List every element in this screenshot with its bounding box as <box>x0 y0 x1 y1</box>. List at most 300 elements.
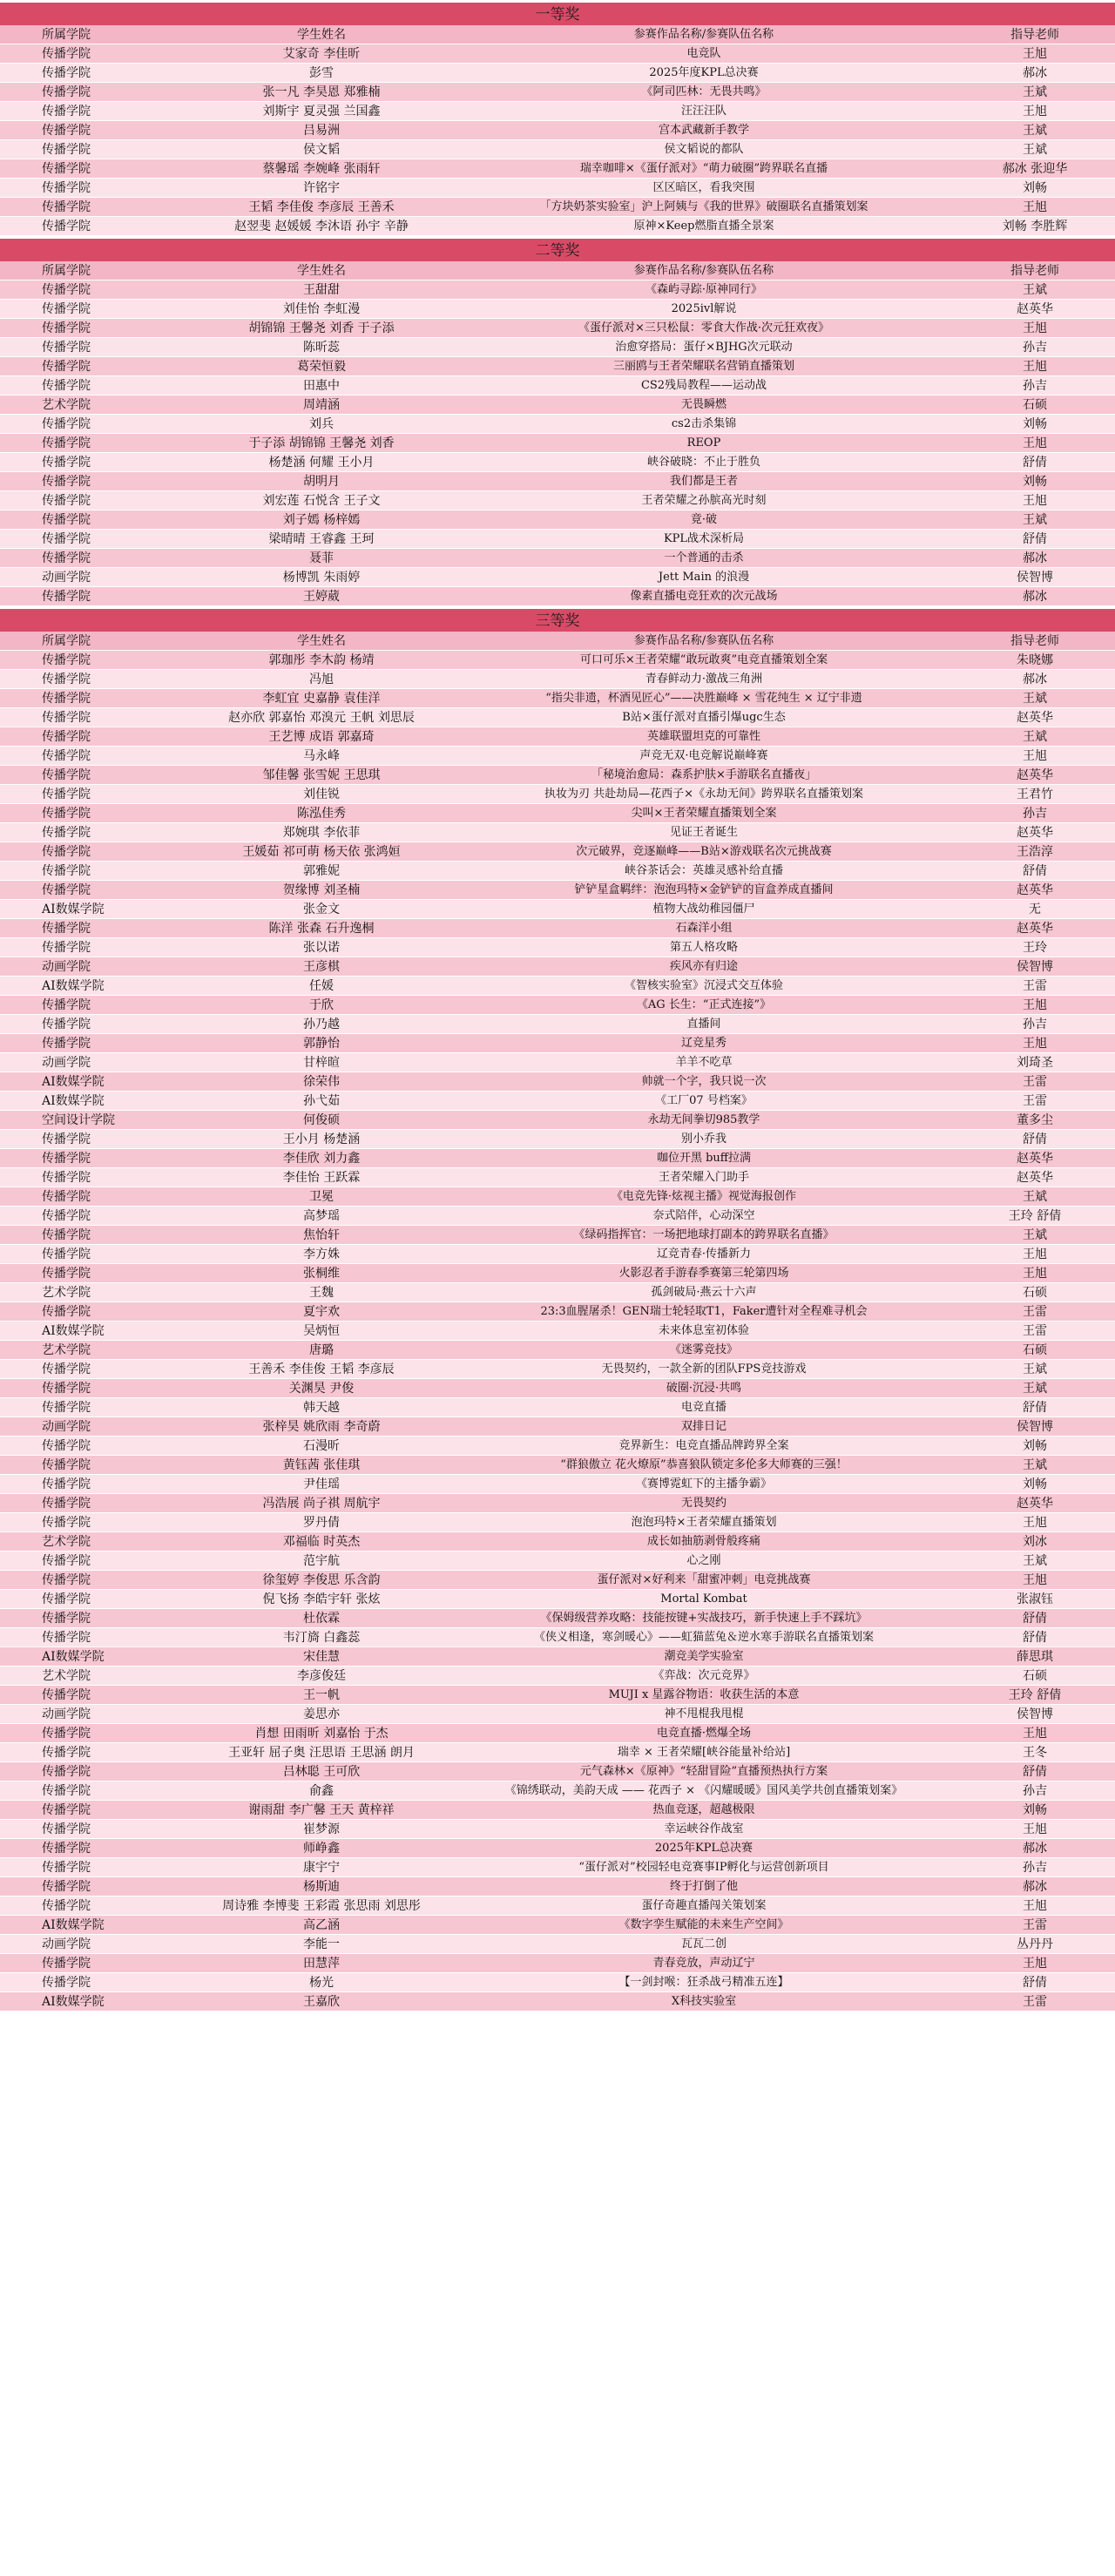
student-names-cell: 赵翌斐 赵媛媛 李沐语 孙宇 辛静 <box>234 220 409 233</box>
work-title-cell: 峡谷破晓：不止于胜负 <box>646 456 760 469</box>
table-row <box>0 179 1115 198</box>
college-cell: 传播学院 <box>42 379 91 393</box>
college-cell: AI数媒学院 <box>42 1094 105 1108</box>
student-names-cell: 胡明月 <box>303 475 340 489</box>
student-names-cell: 刘宏莲 石悦含 王子文 <box>262 494 381 508</box>
advisor-cell: 王斌 <box>1023 1362 1047 1376</box>
table-row <box>0 1264 1115 1283</box>
advisor-cell: 王斌 <box>1023 1458 1047 1472</box>
student-names-cell: 郭珈彤 李木韵 杨靖 <box>268 653 375 667</box>
college-cell: 传播学院 <box>42 1612 91 1626</box>
advisor-cell: 丛丹丹 <box>1017 1937 1053 1951</box>
work-title-cell: 铲铲星盒羁绊：泡泡玛特×金铲铲的盲盒养成直播间 <box>574 883 834 896</box>
table-row <box>0 1954 1115 1973</box>
table-row <box>0 1168 1115 1187</box>
advisor-cell: 王旭 <box>1023 1516 1047 1530</box>
college-cell: 传播学院 <box>42 768 91 782</box>
college-cell: 传播学院 <box>42 1861 91 1875</box>
table-row <box>0 1513 1115 1532</box>
work-title-cell: 石森洋小组 <box>675 922 733 935</box>
table-row <box>0 1283 1115 1302</box>
college-cell: 传播学院 <box>42 1152 91 1166</box>
advisor-cell: 舒倩 <box>1023 1401 1047 1415</box>
advisor-cell: 王雷 <box>1023 1918 1047 1932</box>
college-cell: 传播学院 <box>42 456 91 470</box>
student-names-cell: 聂菲 <box>309 551 334 565</box>
college-cell: AI数媒学院 <box>42 903 105 916</box>
table-row <box>0 1858 1115 1877</box>
advisor-cell: 侯智博 <box>1017 960 1053 974</box>
student-names-cell: 姜思亦 <box>303 1707 340 1721</box>
student-names-cell: 杨光 <box>309 1976 334 1990</box>
advisor-cell: 侯智博 <box>1017 571 1053 585</box>
work-title-cell: 孤剑破局·燕云十六声 <box>651 1286 757 1299</box>
work-title-cell: 神不甩棍我甩棍 <box>664 1707 744 1721</box>
table-row <box>0 1187 1115 1207</box>
student-names-cell: 刘佳锐 <box>303 788 340 801</box>
college-cell: AI数媒学院 <box>42 1075 105 1089</box>
table-row <box>0 140 1115 159</box>
college-cell: 艺术学院 <box>42 1343 91 1357</box>
table-row <box>0 1667 1115 1686</box>
student-names-cell: 郭静怡 <box>303 1037 340 1051</box>
student-names-cell: 范宇航 <box>303 1554 340 1568</box>
table-row <box>0 159 1115 179</box>
work-title-cell: 无畏契约，一款全新的团队FPS竞技游戏 <box>601 1362 807 1376</box>
table-row <box>0 1034 1115 1053</box>
work-title-cell: 火影忍者手游春季赛第三轮第四场 <box>618 1267 789 1280</box>
table-row <box>0 1226 1115 1245</box>
student-names-cell: 杜依霖 <box>303 1612 340 1626</box>
table-row <box>0 938 1115 957</box>
table-row <box>0 1130 1115 1149</box>
advisor-cell: 王斌 <box>1023 692 1047 706</box>
student-names-cell: 石漫昕 <box>303 1439 340 1453</box>
work-title-cell: 2025年度KPL总决赛 <box>649 66 759 79</box>
student-names-cell: 李彦俊廷 <box>297 1669 346 1683</box>
college-cell: 传播学院 <box>42 105 91 118</box>
student-names-cell: 李佳欣 刘力鑫 <box>282 1152 361 1166</box>
work-title-cell: “群狼傲立 花火燎原”恭喜狼队锁定多伦多大师赛的三强！ <box>560 1458 848 1471</box>
student-names-cell: 康宇宁 <box>303 1861 340 1875</box>
advisor-cell: 朱晓娜 <box>1017 653 1053 667</box>
student-names-cell: 王小月 杨楚涵 <box>282 1132 361 1146</box>
work-title-cell: 《工厂07 号档案》 <box>655 1094 753 1107</box>
student-names-cell: 尹佳瑶 <box>303 1477 340 1491</box>
table-row <box>0 1839 1115 1858</box>
table-row <box>0 727 1115 747</box>
student-names-cell: 高梦瑶 <box>303 1209 340 1223</box>
advisor-cell: 王斌 <box>1023 1190 1047 1204</box>
student-names-cell: 李方姝 <box>303 1247 340 1261</box>
work-title-cell: 第五人格攻略 <box>669 941 738 954</box>
table-row <box>0 1015 1115 1034</box>
student-names-cell: 王嘉欣 <box>303 1995 340 2009</box>
college-cell: 传播学院 <box>42 1497 91 1511</box>
table-row <box>0 510 1115 530</box>
advisor-cell: 指导老师 <box>1010 28 1059 42</box>
table-row <box>0 1647 1115 1667</box>
work-title-cell: 《弈战：次元竞界》 <box>652 1669 755 1682</box>
table-row <box>0 1111 1115 1130</box>
college-cell: 传播学院 <box>42 436 91 450</box>
student-names-cell: 葛荣恒毅 <box>297 360 346 374</box>
work-title-cell: 像素直播电竞狂欢的次元战场 <box>630 590 778 603</box>
advisor-cell: 郝冰 <box>1023 66 1047 80</box>
college-cell: 传播学院 <box>42 922 91 936</box>
college-cell: 传播学院 <box>42 1305 91 1319</box>
advisor-cell: 王旭 <box>1023 200 1047 214</box>
college-cell: 传播学院 <box>42 1362 91 1376</box>
work-title-cell: 未来体息室初体验 <box>658 1324 749 1337</box>
student-names-cell: 于欣 <box>309 998 334 1012</box>
student-names-cell: 宋佳慧 <box>303 1650 340 1664</box>
student-names-cell: 刘子嫣 杨梓嫣 <box>282 513 361 527</box>
table-row <box>0 900 1115 919</box>
college-cell: 传播学院 <box>42 1439 91 1453</box>
work-title-cell: 一个普通的击杀 <box>664 551 744 565</box>
table-row <box>0 83 1115 102</box>
student-names-cell: 甘梓暄 <box>303 1056 340 1070</box>
college-cell: 传播学院 <box>42 1784 91 1798</box>
table-header-row <box>0 261 1115 281</box>
college-cell: 艺术学院 <box>42 1286 91 1300</box>
student-names-cell: 王亚轩 屈子奥 汪思语 王思涵 朗月 <box>228 1746 415 1760</box>
student-names-cell: 李能一 <box>303 1937 340 1951</box>
advisor-cell: 王旭 <box>1023 749 1047 763</box>
student-names-cell: 田惠中 <box>303 379 340 393</box>
work-title-cell: 王者荣耀之孙膑高光时刻 <box>641 494 767 507</box>
college-cell: 传播学院 <box>42 941 91 955</box>
student-names-cell: 谢雨甜 李广馨 王天 黄梓祥 <box>248 1803 395 1817</box>
advisor-cell: 王旭 <box>1023 105 1047 118</box>
work-title-cell: 《锦绣联动，美韵天成 —— 花西子 × 《闪耀暖暖》国风美学共创直播策划案》 <box>504 1784 903 1797</box>
college-cell: AI数媒学院 <box>42 1995 105 2009</box>
table-row <box>0 1801 1115 1820</box>
college-cell: 传播学院 <box>42 513 91 527</box>
table-row <box>0 842 1115 862</box>
student-names-cell: 肖想 田雨昕 刘嘉怡 于杰 <box>254 1727 389 1741</box>
advisor-cell: 王旭 <box>1023 47 1047 61</box>
advisor-cell: 刘畅 <box>1023 181 1047 195</box>
work-title-cell: 可口可乐×王者荣耀“敢玩敢爽”电竞直播策划全案 <box>579 653 828 666</box>
college-cell: 传播学院 <box>42 1382 91 1396</box>
table-row <box>0 1782 1115 1801</box>
student-names-cell: 杨斯迪 <box>303 1880 340 1894</box>
advisor-cell: 王旭 <box>1023 1957 1047 1971</box>
work-title-cell: 心之刚 <box>686 1554 721 1567</box>
table-row <box>0 1072 1115 1092</box>
advisor-cell: 王斌 <box>1023 143 1047 157</box>
student-names-cell: 胡锦锦 王馨尧 刘香 于子添 <box>248 321 395 335</box>
advisor-cell: 刘畅 <box>1023 1439 1047 1453</box>
college-cell: 传播学院 <box>42 807 91 821</box>
student-names-cell: 王婷葳 <box>303 590 340 604</box>
work-title-cell: 三丽鸥与王者荣耀联名营销直播策划 <box>612 360 794 373</box>
work-title-cell: 《森屿寻踪·原神同行》 <box>645 283 763 296</box>
advisor-cell: 王旭 <box>1023 998 1047 1012</box>
table-row <box>0 530 1115 549</box>
advisor-cell: 王旭 <box>1023 321 1047 335</box>
college-cell: 传播学院 <box>42 711 91 725</box>
table-row <box>0 1686 1115 1705</box>
advisor-cell: 王旭 <box>1023 494 1047 508</box>
award-section-title: 二等奖 <box>0 236 1115 261</box>
college-cell: 传播学院 <box>42 1267 91 1281</box>
work-title-cell: 热血竞逐，超越极限 <box>652 1803 755 1816</box>
college-cell: 传播学院 <box>42 532 91 546</box>
college-cell: 传播学院 <box>42 1573 91 1587</box>
table-row <box>0 957 1115 977</box>
student-names-cell: 夏宇欢 <box>303 1305 340 1319</box>
college-cell: 所属学院 <box>42 264 91 278</box>
student-names-cell: 王彦棋 <box>303 960 340 974</box>
advisor-cell: 王斌 <box>1023 283 1047 297</box>
advisor-cell: 王玲 舒倩 <box>1008 1688 1062 1702</box>
college-cell: 传播学院 <box>42 1976 91 1990</box>
advisor-cell: 赵英华 <box>1017 883 1053 897</box>
student-names-cell: 高乙涵 <box>303 1918 340 1932</box>
work-title-cell: 咖位开黑 buff拉满 <box>656 1152 752 1165</box>
advisor-cell: 舒倩 <box>1023 1132 1047 1146</box>
table-row <box>0 862 1115 881</box>
work-title-cell: 宫本武藏新手教学 <box>658 124 749 137</box>
college-cell: 传播学院 <box>42 883 91 897</box>
work-title-cell: 永劫无间拳切985教学 <box>647 1113 760 1126</box>
college-cell: 艺术学院 <box>42 398 91 412</box>
advisor-cell: 王雷 <box>1023 979 1047 993</box>
work-title-cell: 【一剑封喉：狂杀战弓精准五连】 <box>618 1976 789 1989</box>
advisor-cell: 王旭 <box>1023 436 1047 450</box>
college-cell: 传播学院 <box>42 1554 91 1568</box>
advisor-cell: 郝冰 <box>1023 1880 1047 1894</box>
work-title-cell: 峡谷茶话会：英雄灵感补给直播 <box>624 864 783 877</box>
work-title-cell: 羊羊不吃草 <box>675 1056 733 1069</box>
student-names-cell: 韩天越 <box>303 1401 340 1415</box>
work-title-cell: 瑞幸咖啡×《蛋仔派对》“萌力破圈”跨界联名直播 <box>579 162 828 175</box>
table-row <box>0 1398 1115 1417</box>
college-cell: 传播学院 <box>42 1209 91 1223</box>
college-cell: 动画学院 <box>42 1937 91 1951</box>
college-cell: 传播学院 <box>42 1132 91 1146</box>
work-title-cell: “指尖非遗，杯酒见匠心”——决胜巅峰 × 雪花纯生 × 辽宁非遗 <box>545 692 862 705</box>
college-cell: 传播学院 <box>42 302 91 316</box>
college-cell: 动画学院 <box>42 1056 91 1070</box>
student-names-cell: 吴炳恒 <box>303 1324 340 1338</box>
work-title-cell: 参赛作品名称/参赛队伍名称 <box>633 28 774 41</box>
student-names-cell: 刘斯宇 夏灵强 兰国鑫 <box>262 105 381 118</box>
student-names-cell: 冯旭 <box>309 673 334 686</box>
student-names-cell: 梁晴晴 王睿鑫 王珂 <box>268 532 375 546</box>
work-title-cell: 《绿码指挥官：一场把地球打副本的跨界联名直播》 <box>573 1228 835 1241</box>
student-names-cell: 师峥鑫 <box>303 1842 340 1856</box>
table-row <box>0 415 1115 434</box>
college-cell: 传播学院 <box>42 1746 91 1760</box>
student-names-cell: 郭雅妮 <box>303 864 340 878</box>
advisor-cell: 王浩淳 <box>1017 845 1053 859</box>
student-names-cell: 黄钰茜 张佳琪 <box>282 1458 361 1472</box>
college-cell: 传播学院 <box>42 653 91 667</box>
student-names-cell: 张以诺 <box>303 941 340 955</box>
table-row <box>0 1897 1115 1916</box>
student-names-cell: 王善禾 李佳俊 王韬 李彦辰 <box>248 1362 395 1376</box>
advisor-cell: 王雷 <box>1023 1995 1047 2009</box>
student-names-cell: 李虹宜 史嘉静 袁佳洋 <box>262 692 381 706</box>
advisor-cell: 王斌 <box>1023 1228 1047 1242</box>
advisor-cell: 赵英华 <box>1017 922 1053 936</box>
work-title-cell: B站×蛋仔派对直播引爆ugc生态 <box>622 711 786 724</box>
table-row <box>0 64 1115 83</box>
student-names-cell: 俞鑫 <box>309 1784 334 1798</box>
work-title-cell: REOP <box>686 436 721 450</box>
work-title-cell: 疾风亦有归途 <box>669 960 738 973</box>
advisor-cell: 石硕 <box>1023 1343 1047 1357</box>
work-title-cell: 瓦瓦二创 <box>680 1937 726 1951</box>
work-title-cell: 参赛作品名称/参赛队伍名称 <box>633 264 774 277</box>
table-row <box>0 1494 1115 1513</box>
table-row <box>0 376 1115 396</box>
work-title-cell: 《蛋仔派对×三只松鼠：零食大作战·次元狂欢夜》 <box>578 321 830 335</box>
advisor-cell: 王旭 <box>1023 360 1047 374</box>
table-row <box>0 670 1115 689</box>
table-row <box>0 804 1115 823</box>
advisor-cell: 舒倩 <box>1023 532 1047 546</box>
student-names-cell: 马永峰 <box>303 749 340 763</box>
advisor-cell: 孙吉 <box>1023 1861 1047 1875</box>
table-row <box>0 1571 1115 1590</box>
work-title-cell: 见证王者诞生 <box>669 826 738 839</box>
table-row <box>0 1590 1115 1609</box>
advisor-cell: 刘畅 <box>1023 417 1047 431</box>
student-names-cell: 孙弋茹 <box>303 1094 340 1108</box>
advisor-cell: 王玲 舒倩 <box>1008 1209 1062 1223</box>
table-row <box>0 1360 1115 1379</box>
student-names-cell: 张一凡 李昊恩 郑雅楠 <box>262 85 381 99</box>
advisor-cell: 张淑钰 <box>1017 1592 1053 1606</box>
student-names-cell: 刘佳怡 李虹漫 <box>282 302 361 316</box>
advisor-cell: 赵英华 <box>1017 1152 1053 1166</box>
advisor-cell: 赵英华 <box>1017 1171 1053 1185</box>
student-names-cell: 王一帆 <box>303 1688 340 1702</box>
advisor-cell: 舒倩 <box>1023 1612 1047 1626</box>
table-row <box>0 434 1115 453</box>
college-cell: 传播学院 <box>42 1516 91 1530</box>
work-title-cell: 区区暗区，看我突围 <box>652 181 755 194</box>
student-names-cell: 学生姓名 <box>297 634 346 648</box>
advisor-cell: 舒倩 <box>1023 1631 1047 1645</box>
work-title-cell: 奈式陪伴，心动深空 <box>652 1209 755 1222</box>
student-names-cell: 赵亦欣 郭嘉怡 邓溴元 王帆 刘思辰 <box>228 711 415 725</box>
table-row <box>0 1245 1115 1264</box>
table-row <box>0 996 1115 1015</box>
student-names-cell: 陈洋 张森 石升逸桐 <box>268 922 375 936</box>
work-title-cell: 电竞直播·燃爆全场 <box>656 1727 752 1740</box>
advisor-cell: 王旭 <box>1023 1247 1047 1261</box>
table-row <box>0 766 1115 785</box>
college-cell: 传播学院 <box>42 692 91 706</box>
college-cell: 传播学院 <box>42 730 91 744</box>
student-names-cell: 卫冕 <box>309 1190 334 1204</box>
table-row <box>0 1417 1115 1437</box>
work-title-cell: 执妆为刃 共赴劫局—花西子×《永劫无间》跨界联名直播策划案 <box>544 788 864 801</box>
table-row <box>0 689 1115 708</box>
advisor-cell: 王旭 <box>1023 1727 1047 1741</box>
college-cell: 传播学院 <box>42 788 91 801</box>
college-cell: 传播学院 <box>42 200 91 214</box>
college-cell: 传播学院 <box>42 1957 91 1971</box>
college-cell: 传播学院 <box>42 162 91 176</box>
advisor-cell: 王旭 <box>1023 1267 1047 1281</box>
table-row <box>0 1322 1115 1341</box>
award-section-title: 三等奖 <box>0 606 1115 632</box>
student-names-cell: 于子添 胡锦锦 王馨尧 刘香 <box>248 436 395 450</box>
student-names-cell: 王甜甜 <box>303 283 340 297</box>
work-title-cell: 终于打倒了他 <box>669 1880 738 1893</box>
advisor-cell: 孙吉 <box>1023 807 1047 821</box>
advisor-cell: 舒倩 <box>1023 1976 1047 1990</box>
college-cell: 所属学院 <box>42 28 91 42</box>
advisor-cell: 王旭 <box>1023 1822 1047 1836</box>
college-cell: 传播学院 <box>42 551 91 565</box>
table-row <box>0 881 1115 900</box>
table-row <box>0 1973 1115 1992</box>
advisor-cell: 王雷 <box>1023 1305 1047 1319</box>
advisor-cell: 刘冰 <box>1023 1535 1047 1549</box>
student-names-cell: 徐玺婷 李俊思 乐含韵 <box>262 1573 381 1587</box>
college-cell: 传播学院 <box>42 1842 91 1856</box>
advisor-cell: 孙吉 <box>1023 341 1047 355</box>
advisor-cell: 孙吉 <box>1023 379 1047 393</box>
table-row <box>0 1207 1115 1226</box>
work-title-cell: 英雄联盟坦克的可靠性 <box>646 730 760 743</box>
work-title-cell: “蛋仔派对”校园轻电竞赛事IP孵化与运营创新项目 <box>578 1861 829 1874</box>
table-row <box>0 396 1115 415</box>
advisor-cell: 刘琦圣 <box>1017 1056 1053 1070</box>
college-cell: 传播学院 <box>42 1228 91 1242</box>
work-title-cell: 双排日记 <box>680 1420 726 1433</box>
advisor-cell: 赵英华 <box>1017 1497 1053 1511</box>
table-row <box>0 1628 1115 1647</box>
advisor-cell: 赵英华 <box>1017 768 1053 782</box>
college-cell: 动画学院 <box>42 571 91 585</box>
work-title-cell: 「方块奶茶实验室」沪上阿姨与《我的世界》破圈联名直播策划案 <box>539 200 868 213</box>
work-title-cell: 我们都是王者 <box>669 475 738 488</box>
student-names-cell: 吕林聪 王可欣 <box>282 1765 361 1779</box>
college-cell: 所属学院 <box>42 634 91 648</box>
work-title-cell: Jett Main 的浪漫 <box>658 571 750 584</box>
work-title-cell: 潮竞美学实验室 <box>664 1650 744 1663</box>
table-row <box>0 357 1115 376</box>
work-title-cell: 蛋仔派对×好利来「甜蜜冲刺」电竞挑战赛 <box>597 1573 811 1586</box>
table-row <box>0 1302 1115 1322</box>
advisor-cell: 王旭 <box>1023 1037 1047 1051</box>
student-names-cell: 冯浩展 尚子祺 周航宇 <box>262 1497 381 1511</box>
work-title-cell: 直播间 <box>686 1018 721 1031</box>
advisor-cell: 赵英华 <box>1017 302 1053 316</box>
table-row <box>0 300 1115 319</box>
student-names-cell: 邓福临 时英杰 <box>282 1535 361 1549</box>
table-row <box>0 1935 1115 1954</box>
work-title-cell: 别小乔我 <box>680 1132 726 1146</box>
table-row <box>0 1762 1115 1782</box>
work-title-cell: 《迷雾竞技》 <box>669 1343 738 1356</box>
work-title-cell: 瑞幸 × 王者荣耀[峡谷能量补给站] <box>617 1746 791 1759</box>
work-title-cell: 蛋仔奇趣直播闯关策划案 <box>641 1899 767 1912</box>
table-row <box>0 587 1115 606</box>
table-row <box>0 919 1115 938</box>
college-cell: 传播学院 <box>42 1822 91 1836</box>
student-names-cell: 许铭宇 <box>303 181 340 195</box>
